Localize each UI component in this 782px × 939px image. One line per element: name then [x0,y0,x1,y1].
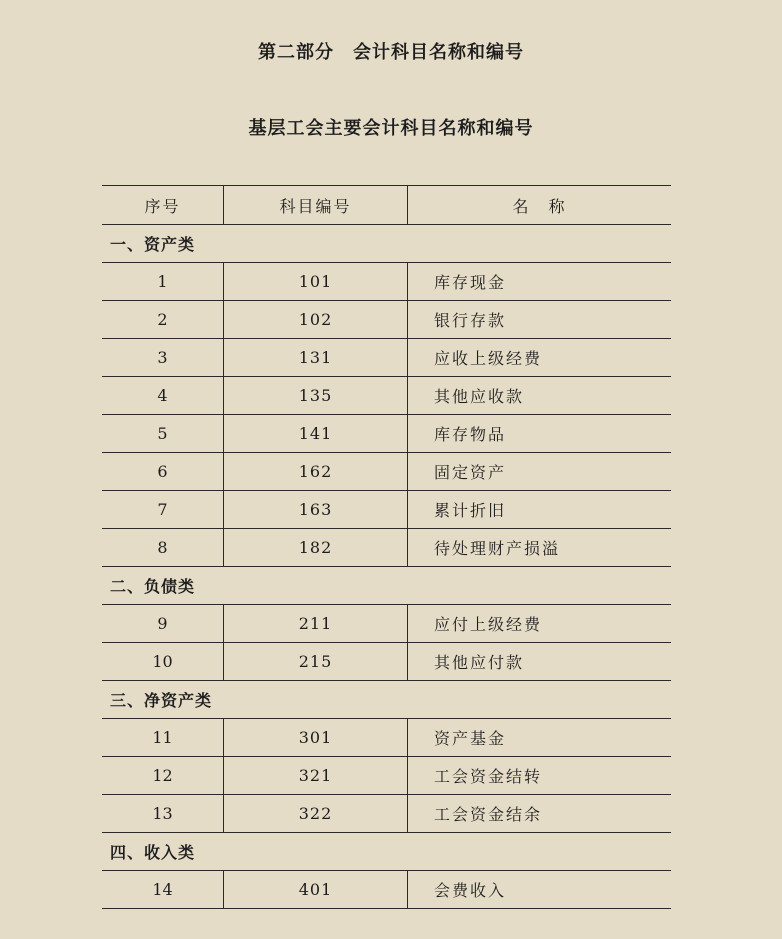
name-cell: 会费收入 [408,871,672,909]
name-cell: 应收上级经费 [408,339,672,377]
code-cell: 131 [224,339,408,377]
accounts-table [102,185,671,909]
table-row [102,301,671,339]
name-cell: 工会资金结余 [408,795,672,833]
code-cell: 101 [224,263,408,301]
name-cell: 累计折旧 [408,491,672,529]
seq-cell: 6 [102,453,224,491]
category-label: 三、净资产类 [102,681,671,719]
table-body [102,225,671,909]
category-label: 二、负债类 [102,567,671,605]
table-row [102,795,671,833]
header-name: 名 称 [408,186,672,225]
name-cell: 资产基金 [408,719,672,757]
name-cell: 库存物品 [408,415,672,453]
code-cell: 321 [224,757,408,795]
seq-cell: 7 [102,491,224,529]
seq-cell: 14 [102,871,224,909]
table-row [102,529,671,567]
category-row [102,567,671,605]
table-header-row [102,186,671,225]
seq-cell: 12 [102,757,224,795]
seq-cell: 2 [102,301,224,339]
part-title: 第二部分 会计科目名称和编号 [258,42,524,63]
seq-cell: 3 [102,339,224,377]
name-cell: 其他应收款 [408,377,672,415]
table-row [102,491,671,529]
name-cell: 固定资产 [408,453,672,491]
seq-cell: 4 [102,377,224,415]
table-row [102,719,671,757]
header-seq: 序号 [102,186,224,225]
code-cell: 141 [224,415,408,453]
name-cell: 其他应付款 [408,643,672,681]
table-row [102,871,671,909]
category-row [102,681,671,719]
seq-cell: 8 [102,529,224,567]
table-title: 基层工会主要会计科目名称和编号 [248,118,534,139]
seq-cell: 1 [102,263,224,301]
table-row [102,453,671,491]
name-cell: 银行存款 [408,301,672,339]
code-cell: 301 [224,719,408,757]
category-label: 一、资产类 [102,225,671,263]
category-row [102,225,671,263]
code-cell: 163 [224,491,408,529]
name-cell: 工会资金结转 [408,757,672,795]
seq-cell: 10 [102,643,224,681]
seq-cell: 13 [102,795,224,833]
table-row [102,757,671,795]
name-cell: 应付上级经费 [408,605,672,643]
seq-cell: 11 [102,719,224,757]
category-row [102,833,671,871]
code-cell: 211 [224,605,408,643]
table-row [102,415,671,453]
code-cell: 162 [224,453,408,491]
name-cell: 待处理财产损溢 [408,529,672,567]
code-cell: 182 [224,529,408,567]
category-label: 四、收入类 [102,833,671,871]
table-row [102,605,671,643]
code-cell: 401 [224,871,408,909]
code-cell: 215 [224,643,408,681]
code-cell: 135 [224,377,408,415]
table-row [102,643,671,681]
header-code: 科目编号 [224,186,408,225]
code-cell: 322 [224,795,408,833]
seq-cell: 9 [102,605,224,643]
name-cell: 库存现金 [408,263,672,301]
table-row [102,263,671,301]
code-cell: 102 [224,301,408,339]
table-row [102,377,671,415]
table-row [102,339,671,377]
seq-cell: 5 [102,415,224,453]
